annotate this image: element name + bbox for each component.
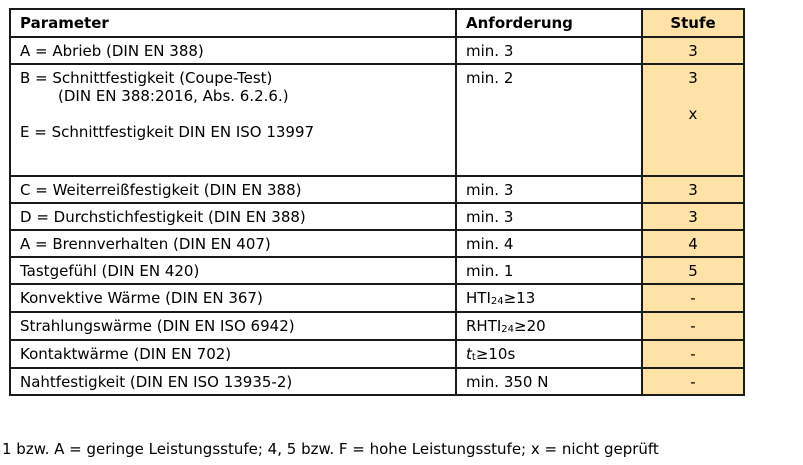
cell-requirement: min. 2 <box>456 64 642 176</box>
cell-parameter-line: B = Schnittfestigkeit (Coupe-Test) <box>20 69 273 87</box>
cell-level-line: 3 <box>688 69 698 87</box>
cell-requirement <box>456 312 642 340</box>
table-row <box>10 230 744 257</box>
cell-parameter: A = Brennverhalten (DIN EN 407) <box>10 230 456 257</box>
header-parameter: Parameter <box>10 9 456 37</box>
table-row <box>10 64 744 176</box>
table-header-row <box>10 9 744 37</box>
cell-parameter: A = Abrieb (DIN EN 388) <box>10 37 456 64</box>
cell-requirement: min. 3 <box>456 176 642 203</box>
cell-requirement: min. 3 <box>456 203 642 230</box>
cell-parameter: Tastgefühl (DIN EN 420) <box>10 257 456 284</box>
cell-level: - <box>642 312 744 340</box>
header-level: Stufe <box>642 9 744 37</box>
table-row <box>10 340 744 368</box>
cell-level: 3 <box>642 176 744 203</box>
header-requirement: Anforderung <box>456 9 642 37</box>
req-subscript: 24 <box>490 296 504 307</box>
cell-level: 3 <box>642 203 744 230</box>
req-prefix: t <box>466 345 472 363</box>
requirements-table <box>9 8 745 396</box>
footnote: 1 bzw. A = geringe Leistungsstufe; 4, 5 bzw. F = hohe Leistungsstufe; x = nicht geprüft <box>2 440 659 458</box>
cell-level: 3 <box>642 37 744 64</box>
cell-parameter: Nahtfestigkeit (DIN EN ISO 13935-2) <box>10 368 456 395</box>
cell-parameter: Kontaktwärme (DIN EN 702) <box>10 340 456 368</box>
cell-requirement <box>456 284 642 312</box>
req-suffix: ≥10s <box>475 345 516 363</box>
cell-parameter: C = Weiterreißfestigkeit (DIN EN 388) <box>10 176 456 203</box>
cell-parameter <box>10 64 456 176</box>
cell-parameter: D = Durchstichfestigkeit (DIN EN 388) <box>10 203 456 230</box>
cell-requirement: min. 1 <box>456 257 642 284</box>
cell-level: - <box>642 284 744 312</box>
cell-parameter: Strahlungswärme (DIN EN ISO 6942) <box>10 312 456 340</box>
table-row <box>10 257 744 284</box>
cell-parameter: Konvektive Wärme (DIN EN 367) <box>10 284 456 312</box>
req-subscript: 24 <box>501 324 515 335</box>
cell-level: - <box>642 340 744 368</box>
cell-level: 5 <box>642 257 744 284</box>
req-suffix: ≥13 <box>503 289 536 307</box>
cell-requirement: min. 350 N <box>456 368 642 395</box>
cell-parameter-line: (DIN EN 388:2016, Abs. 6.2.6.) <box>58 87 289 105</box>
cell-level: 4 <box>642 230 744 257</box>
table-row <box>10 284 744 312</box>
cell-level-line: x <box>688 105 698 123</box>
req-suffix: ≥20 <box>514 317 546 335</box>
cell-parameter-line: E = Schnittfestigkeit DIN EN ISO 13997 <box>20 123 315 141</box>
req-subscript: t <box>471 352 476 363</box>
cell-requirement: min. 3 <box>456 37 642 64</box>
table-row <box>10 368 744 395</box>
cell-level <box>642 64 744 176</box>
table-row <box>10 37 744 64</box>
req-prefix: RHTI <box>466 317 502 335</box>
cell-requirement <box>456 340 642 368</box>
cell-level: - <box>642 368 744 395</box>
table-row <box>10 203 744 230</box>
req-prefix: HTI <box>466 289 491 307</box>
table-row <box>10 312 744 340</box>
table-row <box>10 176 744 203</box>
cell-requirement: min. 4 <box>456 230 642 257</box>
